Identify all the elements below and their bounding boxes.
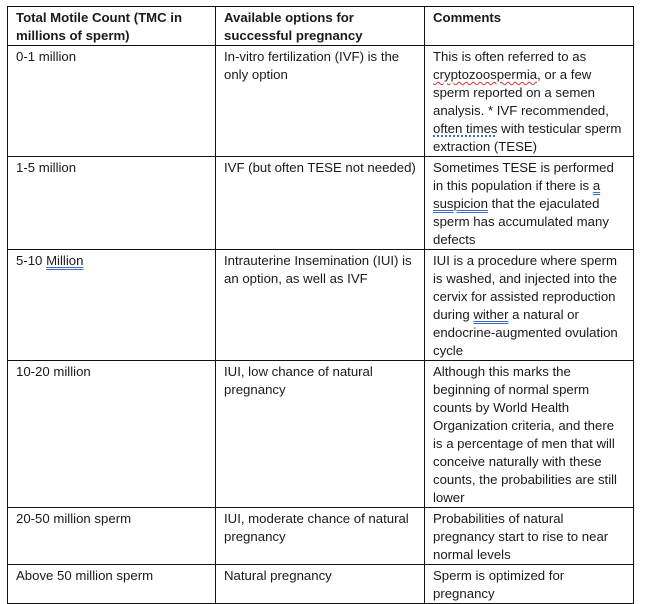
header-tmc: Total Motile Count (TMC in millions of sperm) bbox=[8, 7, 216, 46]
grammar-flag[interactable]: often times bbox=[433, 121, 498, 136]
cell-comments bbox=[425, 157, 634, 250]
cell-options: IVF (but often TESE not needed) bbox=[216, 157, 425, 250]
grammar-flag[interactable]: wither bbox=[473, 307, 509, 322]
cell-options: IUI, low chance of natural pregnancy bbox=[216, 361, 425, 508]
spellcheck-flag[interactable]: cryptozoospermia bbox=[433, 67, 538, 82]
cell-options: Natural pregnancy bbox=[216, 565, 425, 604]
cell-tmc: 0-1 million bbox=[8, 46, 216, 157]
table-row bbox=[8, 157, 634, 250]
cell-comments: Probabilities of natural pregnancy start to rise to near normal levels bbox=[425, 508, 634, 565]
cell-tmc: 20-50 million sperm bbox=[8, 508, 216, 565]
header-comments: Comments bbox=[425, 7, 634, 46]
tmc-text: 5-10 bbox=[16, 253, 47, 268]
cell-tmc: 10-20 million bbox=[8, 361, 216, 508]
tmc-options-table bbox=[7, 6, 634, 604]
table-header-row bbox=[8, 7, 634, 46]
header-options: Available options for successful pregnancy bbox=[216, 7, 425, 46]
comment-text: This is often referred to as bbox=[433, 49, 587, 64]
cell-comments: Sperm is optimized for pregnancy bbox=[425, 565, 634, 604]
cell-comments bbox=[425, 46, 634, 157]
cell-comments: Although this marks the beginning of normal sperm counts by World Health Organization criteria, and there is a percentage of men that will conceive naturally with these counts, the probabilities are still lower bbox=[425, 361, 634, 508]
table-row bbox=[8, 361, 634, 508]
comment-text: a natural or endocrine-augmented ovulation cycle bbox=[433, 307, 618, 358]
table-row bbox=[8, 250, 634, 361]
comment-text: IUI is a procedure where sperm is washed, and injected into the cervix for assisted reproduction during bbox=[433, 253, 618, 322]
cell-tmc: Above 50 million sperm bbox=[8, 565, 216, 604]
grammar-flag[interactable]: a suspicion bbox=[433, 178, 601, 211]
cell-comments bbox=[425, 250, 634, 361]
comment-text: Sometimes TESE is performed in this population if there is bbox=[433, 160, 614, 193]
cell-options: In-vitro fertilization (IVF) is the only option bbox=[216, 46, 425, 157]
comment-text: with testicular sperm extraction (TESE) bbox=[433, 121, 622, 154]
cell-options: IUI, moderate chance of natural pregnancy bbox=[216, 508, 425, 565]
cell-tmc: 1-5 million bbox=[8, 157, 216, 250]
table-row bbox=[8, 46, 634, 157]
comment-text: that the ejaculated sperm has accumulated many defects bbox=[433, 196, 609, 247]
table-row bbox=[8, 508, 634, 565]
grammar-flag[interactable]: Million bbox=[46, 253, 84, 268]
comment-text: , or a few sperm reported on a semen analysis. * IVF recommended, bbox=[433, 67, 609, 118]
cell-options: Intrauterine Insemination (IUI) is an option, as well as IVF bbox=[216, 250, 425, 361]
cell-tmc bbox=[8, 250, 216, 361]
